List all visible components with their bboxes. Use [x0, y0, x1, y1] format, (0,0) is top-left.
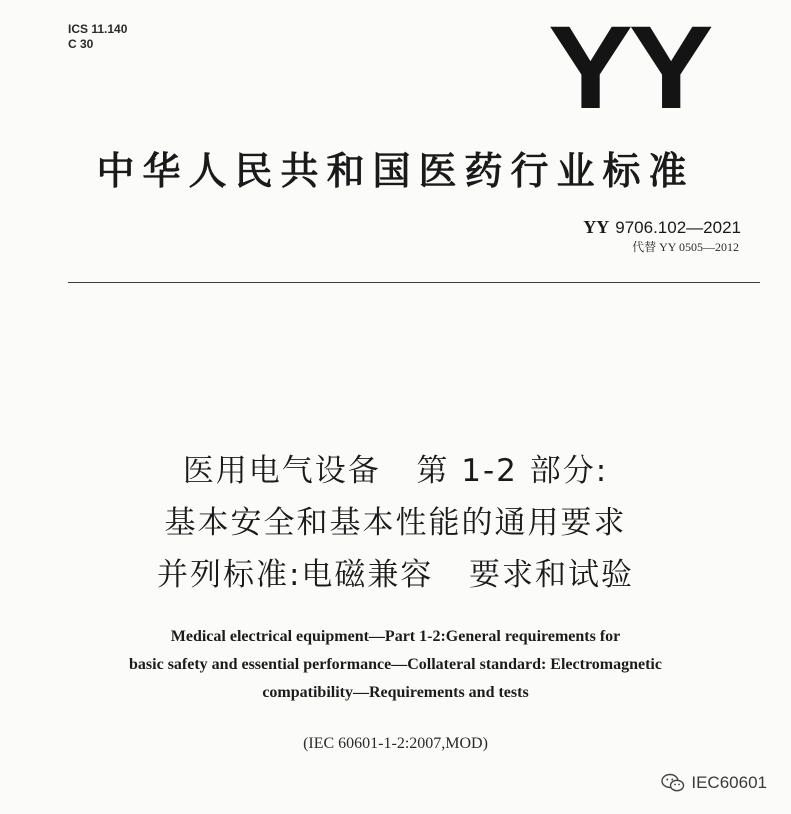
standard-prefix: YY	[583, 217, 610, 237]
wechat-icon	[661, 773, 685, 793]
watermark	[661, 773, 767, 793]
title-zh-line-1: 医用电气设备 第 1-2 部分:	[182, 453, 609, 489]
header-divider	[68, 282, 760, 283]
ics-code: ICS 11.140	[68, 22, 128, 36]
yy-logo: YY	[548, 2, 710, 134]
replaces-note: 代替 YY 0505—2012	[632, 240, 739, 254]
title-zh-line-2: 基本安全和基本性能的通用要求	[164, 505, 627, 541]
classification-codes	[68, 22, 127, 52]
adoption-reference: (IEC 60601-1-2:2007,MOD)	[303, 735, 488, 752]
org-title: 中华人民共和国医药行业标准	[96, 149, 695, 193]
title-en	[0, 623, 791, 707]
standard-number	[583, 217, 741, 238]
ccs-code: C 30	[68, 37, 94, 51]
standard-code: 9706.102—2021	[615, 218, 741, 237]
watermark-text: IEC60601	[691, 773, 767, 792]
title-en-line-1: Medical electrical equipment—Part 1-2:General requirements for	[170, 628, 621, 645]
title-en-line-2: basic safety and essential performance—Collateral standard: Electromagnetic	[129, 656, 662, 673]
title-zh-line-3: 并列标准:电磁兼容 要求和试验	[156, 557, 634, 593]
title-en-line-3: compatibility—Requirements and tests	[262, 684, 529, 701]
